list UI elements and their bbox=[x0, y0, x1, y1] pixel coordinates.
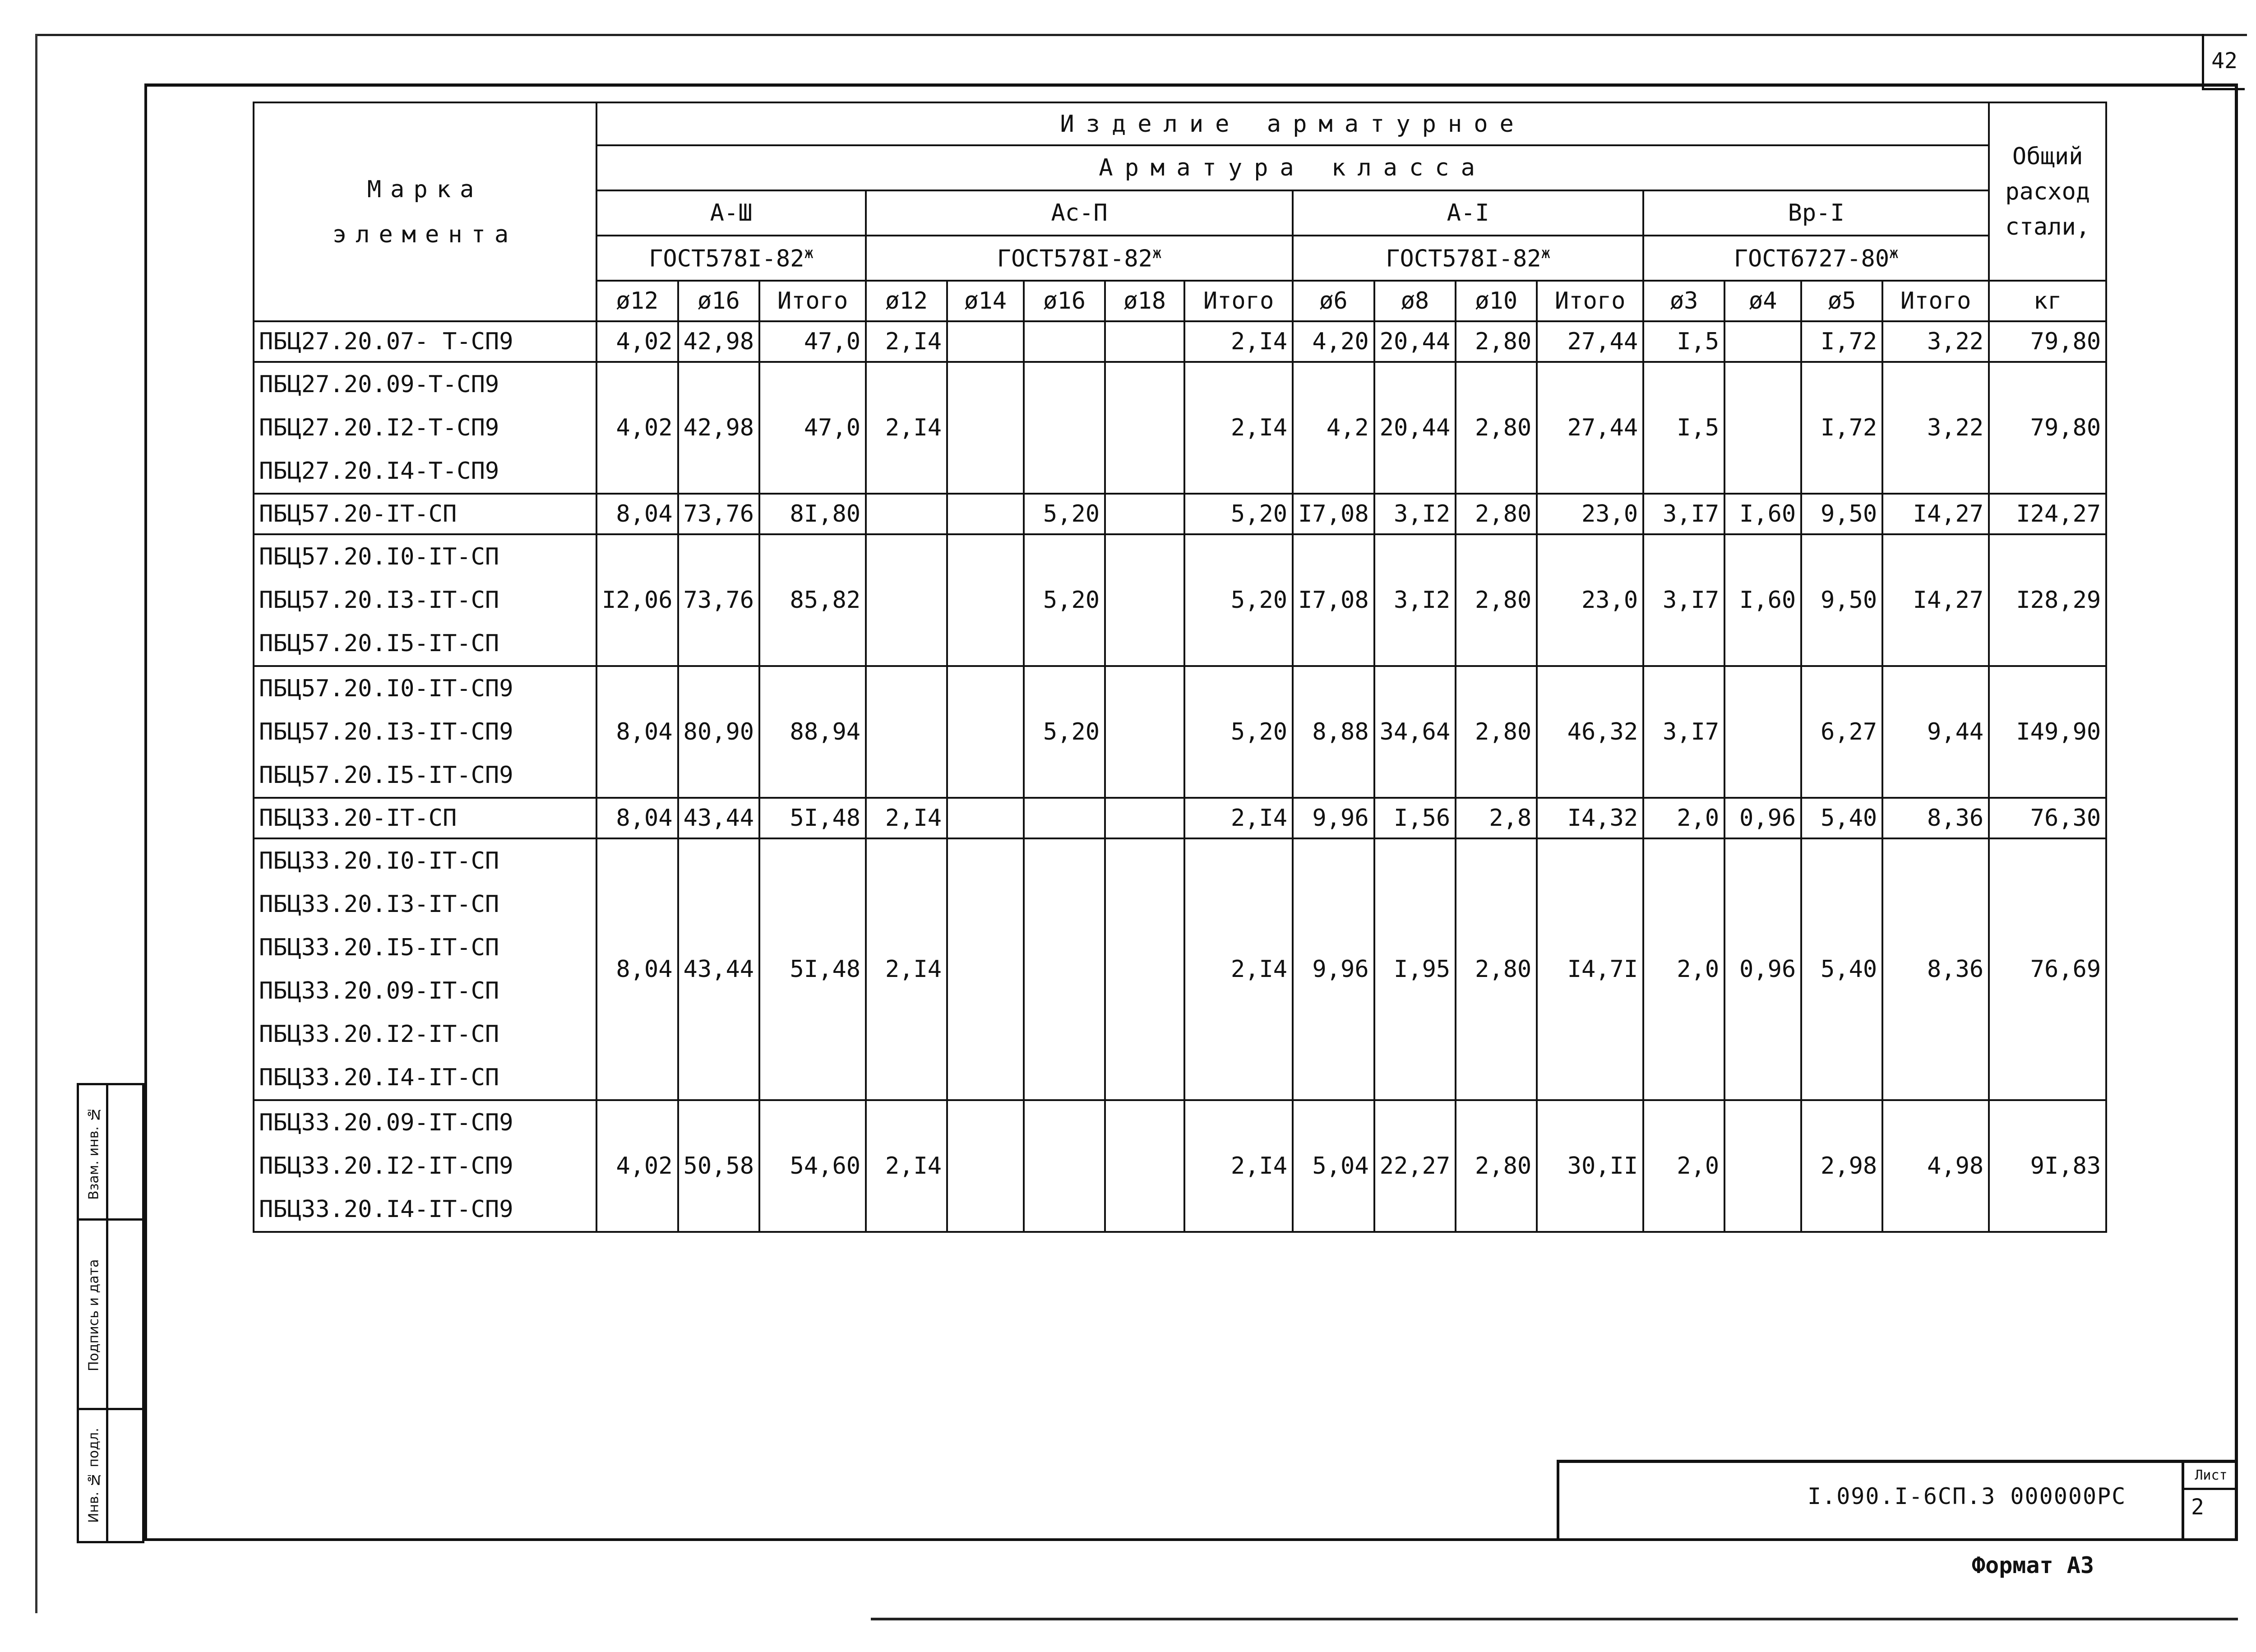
element-mark: ПБЦ57.20.I3-IТ-СП9 bbox=[259, 718, 513, 745]
table-cell bbox=[1724, 362, 1801, 494]
table-cell bbox=[1024, 838, 1105, 1100]
table-cell: 2,I4 bbox=[1184, 1100, 1293, 1232]
standard-mark: ж bbox=[1541, 244, 1551, 262]
table-cell: 3,I2 bbox=[1374, 494, 1456, 534]
table-cell: 76,30 bbox=[1989, 798, 2106, 838]
table-cell: 8,36 bbox=[1882, 798, 1989, 838]
table-cell: 85,82 bbox=[759, 534, 866, 666]
table-cell: 4,02 bbox=[596, 362, 678, 494]
standard-mark: ж bbox=[1152, 244, 1162, 262]
table-cell: 79,80 bbox=[1989, 321, 2106, 362]
table-cell: 2,I4 bbox=[1184, 798, 1293, 838]
table-cell: 9I,83 bbox=[1989, 1100, 2106, 1232]
table-cell: 76,69 bbox=[1989, 838, 2106, 1100]
bottom-rule bbox=[871, 1618, 2238, 1620]
table-cell: 4,98 bbox=[1882, 1100, 1989, 1232]
header-total-steel: Общий расход стали, bbox=[1989, 102, 2106, 281]
table-cell: 2,80 bbox=[1456, 838, 1537, 1100]
table-cell: I,56 bbox=[1374, 798, 1456, 838]
table-cell: 9,96 bbox=[1293, 838, 1374, 1100]
element-mark: ПБЦ33.20.I3-IТ-СП bbox=[259, 891, 499, 918]
header-reinforcement-class: Арматура класса bbox=[596, 145, 1989, 190]
side-stamp-inv-original: Инв. № подл. bbox=[86, 1428, 102, 1523]
table-cell: 0,96 bbox=[1724, 798, 1801, 838]
table-cell: I7,08 bbox=[1293, 534, 1374, 666]
table-cell bbox=[1024, 362, 1105, 494]
table-cell: 34,64 bbox=[1374, 666, 1456, 798]
table-cell: I2,06 bbox=[596, 534, 678, 666]
element-mark: ПБЦ33.20.09-IТ-СП9 bbox=[259, 1109, 513, 1136]
table-cell: 3,I7 bbox=[1643, 534, 1724, 666]
element-marks bbox=[254, 494, 596, 534]
standard-text: ГОСТ578I-82 bbox=[1386, 245, 1541, 273]
header-diameter: ø12 bbox=[866, 281, 947, 321]
table-cell: 43,44 bbox=[678, 798, 760, 838]
table-row bbox=[254, 1100, 2106, 1232]
element-mark: ПБЦ57.20-IТ-СП bbox=[259, 500, 457, 528]
table-cell: I,5 bbox=[1643, 321, 1724, 362]
element-marks bbox=[254, 1100, 596, 1232]
element-mark: ПБЦ33.20-IТ-СП bbox=[259, 805, 457, 832]
table-cell: 54,60 bbox=[759, 1100, 866, 1232]
header-diameter: ø3 bbox=[1643, 281, 1724, 321]
header-standard bbox=[1293, 236, 1643, 281]
element-mark: ПБЦ33.20.I5-IТ-СП bbox=[259, 934, 499, 961]
title-block bbox=[1557, 1460, 2238, 1541]
element-mark: ПБЦ33.20.I4-IТ-СП bbox=[259, 1064, 499, 1091]
table-cell: 73,76 bbox=[678, 494, 760, 534]
element-mark: ПБЦ33.20.I4-IТ-СП9 bbox=[259, 1196, 513, 1223]
sheet-number-box bbox=[2182, 1463, 2238, 1541]
table-cell: 9,96 bbox=[1293, 798, 1374, 838]
header-total-unit: кг bbox=[1989, 281, 2106, 321]
table-cell bbox=[1724, 666, 1801, 798]
table-cell: 8,04 bbox=[596, 798, 678, 838]
element-mark: ПБЦ27.20.I2-Т-СП9 bbox=[259, 414, 499, 441]
standard-text: ГОСТ6727-80 bbox=[1734, 245, 1890, 273]
table-cell bbox=[947, 534, 1024, 666]
table-cell: I4,7I bbox=[1537, 838, 1643, 1100]
table-row bbox=[254, 494, 2106, 534]
table-cell: 0,96 bbox=[1724, 838, 1801, 1100]
table-cell: 5,20 bbox=[1184, 534, 1293, 666]
table-cell: 27,44 bbox=[1537, 321, 1643, 362]
header-class-group: Вр-I bbox=[1643, 190, 1989, 236]
table-cell: 2,80 bbox=[1456, 494, 1537, 534]
table-cell: 2,0 bbox=[1643, 838, 1724, 1100]
table-cell: 8I,80 bbox=[759, 494, 866, 534]
element-mark: ПБЦ27.20.I4-Т-СП9 bbox=[259, 458, 499, 485]
table-cell: 2,I4 bbox=[1184, 321, 1293, 362]
table-row bbox=[254, 321, 2106, 362]
table-cell: 43,44 bbox=[678, 838, 760, 1100]
side-stamp bbox=[77, 1083, 144, 1543]
table-cell: 2,0 bbox=[1643, 1100, 1724, 1232]
table-cell: 2,80 bbox=[1456, 362, 1537, 494]
table-cell: I49,90 bbox=[1989, 666, 2106, 798]
table-cell: 42,98 bbox=[678, 321, 760, 362]
header-diameter: Итого bbox=[759, 281, 866, 321]
header-diameter: ø6 bbox=[1293, 281, 1374, 321]
table-cell: I7,08 bbox=[1293, 494, 1374, 534]
table-cell: 46,32 bbox=[1537, 666, 1643, 798]
table-cell: 5,04 bbox=[1293, 1100, 1374, 1232]
header-diameter: Итого bbox=[1882, 281, 1989, 321]
table-cell: 2,80 bbox=[1456, 1100, 1537, 1232]
table-cell bbox=[1105, 1100, 1184, 1232]
table-cell bbox=[1724, 1100, 1801, 1232]
table-cell: I,60 bbox=[1724, 494, 1801, 534]
table-cell: 22,27 bbox=[1374, 1100, 1456, 1232]
element-mark: ПБЦ57.20.I3-IТ-СП bbox=[259, 587, 499, 614]
table-cell: 5I,48 bbox=[759, 798, 866, 838]
table-cell bbox=[1024, 798, 1105, 838]
table-cell: 2,I4 bbox=[866, 798, 947, 838]
element-marks bbox=[254, 534, 596, 666]
table-cell: I,72 bbox=[1801, 321, 1882, 362]
table-cell: 3,I2 bbox=[1374, 534, 1456, 666]
table-cell: 50,58 bbox=[678, 1100, 760, 1232]
format-label: Формат А3 bbox=[1972, 1552, 2094, 1578]
table-cell: 4,20 bbox=[1293, 321, 1374, 362]
table-cell bbox=[947, 321, 1024, 362]
table-row bbox=[254, 666, 2106, 798]
element-mark: ПБЦ33.20.09-IТ-СП bbox=[259, 977, 499, 1004]
table-cell: 8,88 bbox=[1293, 666, 1374, 798]
table-cell bbox=[1105, 494, 1184, 534]
table-cell bbox=[1024, 1100, 1105, 1232]
table-cell: 23,0 bbox=[1537, 534, 1643, 666]
table-cell: 9,50 bbox=[1801, 534, 1882, 666]
table-cell: 73,76 bbox=[678, 534, 760, 666]
standard-text: ГОСТ578I-82 bbox=[649, 245, 804, 273]
table-cell: 9,44 bbox=[1882, 666, 1989, 798]
table-cell: 79,80 bbox=[1989, 362, 2106, 494]
table-cell: 20,44 bbox=[1374, 362, 1456, 494]
table-row bbox=[254, 838, 2106, 1100]
table-cell: 47,0 bbox=[759, 362, 866, 494]
table-cell bbox=[947, 666, 1024, 798]
table-cell: 2,I4 bbox=[866, 838, 947, 1100]
table-cell: 2,8 bbox=[1456, 798, 1537, 838]
element-mark: ПБЦ57.20.I5-IТ-СП9 bbox=[259, 762, 513, 789]
element-mark: ПБЦ33.20.I2-IТ-СП9 bbox=[259, 1152, 513, 1180]
table-cell: 9,50 bbox=[1801, 494, 1882, 534]
table-cell: 5I,48 bbox=[759, 838, 866, 1100]
table-cell: 2,I4 bbox=[866, 362, 947, 494]
page-number-box bbox=[2202, 34, 2245, 90]
element-mark: ПБЦ57.20.I5-IТ-СП bbox=[259, 630, 499, 657]
table-cell: 47,0 bbox=[759, 321, 866, 362]
table-cell: 5,20 bbox=[1024, 666, 1105, 798]
header-class-group: Ас-П bbox=[866, 190, 1293, 236]
element-mark: ПБЦ57.20.I0-IТ-СП9 bbox=[259, 675, 513, 702]
table-cell: 5,20 bbox=[1184, 666, 1293, 798]
header-diameter: ø16 bbox=[678, 281, 760, 321]
element-marks bbox=[254, 838, 596, 1100]
table-cell: 8,36 bbox=[1882, 838, 1989, 1100]
table-cell bbox=[947, 838, 1024, 1100]
table-cell: I,95 bbox=[1374, 838, 1456, 1100]
element-mark: ПБЦ27.20.09-Т-СП9 bbox=[259, 371, 499, 398]
table-cell: 3,22 bbox=[1882, 321, 1989, 362]
header-diameter: Итого bbox=[1184, 281, 1293, 321]
table-cell: 23,0 bbox=[1537, 494, 1643, 534]
table-cell bbox=[1024, 321, 1105, 362]
table-cell bbox=[866, 494, 947, 534]
header-standard bbox=[1643, 236, 1989, 281]
table-cell: 2,80 bbox=[1456, 321, 1537, 362]
element-marks bbox=[254, 798, 596, 838]
header-diameter: ø12 bbox=[596, 281, 678, 321]
header-diameter: Итого bbox=[1537, 281, 1643, 321]
table-cell bbox=[866, 534, 947, 666]
table-cell: 5,20 bbox=[1184, 494, 1293, 534]
page-number: 42 bbox=[2211, 48, 2238, 74]
standard-mark: ж bbox=[804, 244, 814, 262]
header-standard bbox=[866, 236, 1293, 281]
standard-text: ГОСТ578I-82 bbox=[997, 245, 1153, 273]
table-cell: I4,27 bbox=[1882, 534, 1989, 666]
table-cell: 88,94 bbox=[759, 666, 866, 798]
table-cell: 3,I7 bbox=[1643, 666, 1724, 798]
table-cell: I24,27 bbox=[1989, 494, 2106, 534]
element-marks bbox=[254, 666, 596, 798]
table-cell: 2,98 bbox=[1801, 1100, 1882, 1232]
header-marka: Марка элемента bbox=[254, 102, 596, 321]
table-cell: 2,0 bbox=[1643, 798, 1724, 838]
element-mark: ПБЦ33.20.I2-IТ-СП bbox=[259, 1021, 499, 1048]
table-cell: I,5 bbox=[1643, 362, 1724, 494]
table-cell: 8,04 bbox=[596, 666, 678, 798]
table-cell: 2,80 bbox=[1456, 666, 1537, 798]
table-cell: 6,27 bbox=[1801, 666, 1882, 798]
element-marks bbox=[254, 321, 596, 362]
table-cell: 2,80 bbox=[1456, 534, 1537, 666]
table-cell bbox=[947, 494, 1024, 534]
table-row bbox=[254, 798, 2106, 838]
header-diameter: ø5 bbox=[1801, 281, 1882, 321]
element-mark: ПБЦ27.20.07- Т-СП9 bbox=[259, 328, 513, 355]
outer-border-left bbox=[35, 34, 37, 1613]
header-class-group: А-Ш bbox=[596, 190, 866, 236]
side-stamp-signature-date: Подпись и дата bbox=[86, 1259, 102, 1372]
element-marks bbox=[254, 362, 596, 494]
table-cell bbox=[1105, 534, 1184, 666]
element-mark: ПБЦ33.20.I0-IТ-СП bbox=[259, 847, 499, 875]
header-diameter: ø14 bbox=[947, 281, 1024, 321]
sheet-value: 2 bbox=[2191, 1495, 2204, 1520]
table-cell bbox=[1105, 362, 1184, 494]
table-cell: 2,I4 bbox=[1184, 838, 1293, 1100]
table-cell bbox=[947, 798, 1024, 838]
table-cell: 4,02 bbox=[596, 1100, 678, 1232]
table-cell: 2,I4 bbox=[1184, 362, 1293, 494]
table-cell bbox=[1105, 798, 1184, 838]
table-cell: 5,40 bbox=[1801, 798, 1882, 838]
table-cell: 8,04 bbox=[596, 494, 678, 534]
outer-border-top bbox=[36, 34, 2247, 36]
reinforcement-spec-table bbox=[253, 102, 2107, 1233]
table-cell: 42,98 bbox=[678, 362, 760, 494]
header-diameter: ø8 bbox=[1374, 281, 1456, 321]
table-cell: I,72 bbox=[1801, 362, 1882, 494]
table-cell: 3,22 bbox=[1882, 362, 1989, 494]
table-cell: 3,I7 bbox=[1643, 494, 1724, 534]
table-cell: 4,2 bbox=[1293, 362, 1374, 494]
table-cell: I28,29 bbox=[1989, 534, 2106, 666]
table-cell: 27,44 bbox=[1537, 362, 1643, 494]
table-cell: I,60 bbox=[1724, 534, 1801, 666]
table-cell: 80,90 bbox=[678, 666, 760, 798]
table-cell: 2,I4 bbox=[866, 321, 947, 362]
element-mark: ПБЦ57.20.I0-IТ-СП bbox=[259, 543, 499, 570]
table-cell bbox=[1105, 838, 1184, 1100]
table-cell bbox=[866, 666, 947, 798]
standard-mark: ж bbox=[1889, 244, 1899, 262]
header-diameter: ø16 bbox=[1024, 281, 1105, 321]
table-cell bbox=[1724, 321, 1801, 362]
table-cell: 5,40 bbox=[1801, 838, 1882, 1100]
header-diameter: ø10 bbox=[1456, 281, 1537, 321]
header-standard bbox=[596, 236, 866, 281]
table-row bbox=[254, 362, 2106, 494]
table-cell: 2,I4 bbox=[866, 1100, 947, 1232]
table-cell: I4,32 bbox=[1537, 798, 1643, 838]
header-diameter: ø4 bbox=[1724, 281, 1801, 321]
table-cell bbox=[947, 1100, 1024, 1232]
header-diameter: ø18 bbox=[1105, 281, 1184, 321]
header-class-group: А-I bbox=[1293, 190, 1643, 236]
table-cell bbox=[1105, 666, 1184, 798]
table-cell: 8,04 bbox=[596, 838, 678, 1100]
table-cell: 20,44 bbox=[1374, 321, 1456, 362]
table-cell: 5,20 bbox=[1024, 494, 1105, 534]
table-cell: 5,20 bbox=[1024, 534, 1105, 666]
side-stamp-inv-replace: Взам. инв. № bbox=[86, 1106, 102, 1200]
sheet-label: Лист bbox=[2184, 1463, 2238, 1490]
table-cell: I4,27 bbox=[1882, 494, 1989, 534]
table-cell bbox=[1105, 321, 1184, 362]
table-cell: 30,II bbox=[1537, 1100, 1643, 1232]
table-cell bbox=[947, 362, 1024, 494]
document-designation: I.090.I-6СП.3 000000РС bbox=[1808, 1483, 2127, 1509]
table-cell: 4,02 bbox=[596, 321, 678, 362]
header-product: Изделие арматурное bbox=[596, 102, 1989, 145]
table-row bbox=[254, 534, 2106, 666]
